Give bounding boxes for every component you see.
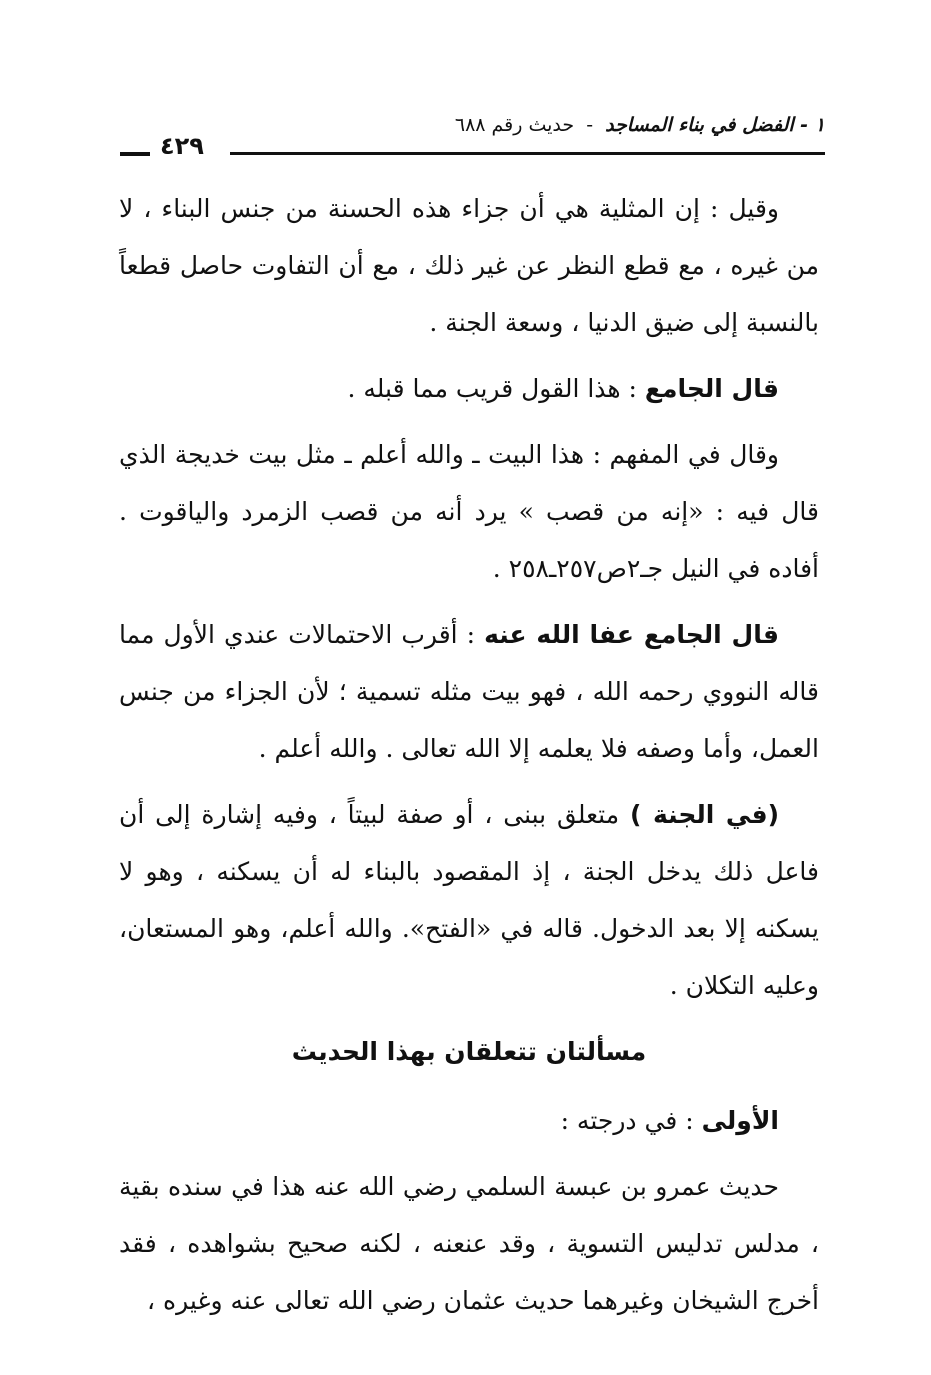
paragraph-lead: قال الجامع عفا الله عنه <box>484 620 780 649</box>
paragraph <box>119 360 819 417</box>
title-separator: - <box>586 114 594 136</box>
paragraph-text: : في درجته : <box>560 1106 702 1135</box>
paragraph <box>119 180 819 351</box>
paragraph-text: متعلق ببنى ، أو صفة لبيتاً ، وفيه إشارة إلى أن فاعل ذلك يدخل الجنة ، إذ المقصود بالبناء له أن يسكنه ، وهو لا يسكنه إلا بعد الدخول. قاله في «الفتح». والله أعلم، وهو المستعان، وعليه التكلان . <box>119 800 819 1000</box>
page-number-dash <box>120 152 150 156</box>
hadith-reference: حديث رقم ٦٨٨ <box>454 114 575 136</box>
header-rule <box>230 152 825 155</box>
paragraph <box>119 1158 819 1329</box>
paragraph <box>119 426 819 597</box>
paragraph-text: وقال في المفهم : هذا البيت ـ والله أعلم ـ مثل بيت خديجة الذي قال فيه : «إنه من قصب » يرد أنه من قصب الزمرد والياقوت . أفاده في النيل جـ٢ص٢٥٧ـ٢٥٨ . <box>119 440 819 583</box>
running-title <box>455 114 825 136</box>
paragraph-text: : أقرب الاحتمالات عندي الأول مما قاله النووي رحمه الله ، فهو بيت مثله تسمية ؛ لأن الجزاء من جنس العمل، وأما وصفه فلا يعلمه إلا الله تعالى . والله أعلم . <box>119 620 819 763</box>
paragraph <box>119 786 819 1014</box>
paragraph <box>119 606 819 777</box>
paragraph <box>119 1092 819 1149</box>
paragraph-text: وقيل : إن المثلية هي أن جزاء هذه الحسنة من جنس البناء ، لا من غيره ، مع قطع النظر عن غير ذلك ، مع أن التفاوت حاصل قطعاً بالنسبة إلى ضيق الدنيا ، وسعة الجنة . <box>119 194 819 337</box>
paragraph-lead: الأولى <box>701 1106 779 1135</box>
paragraph-text: : هذا القول قريب مما قبله . <box>347 374 645 403</box>
paragraph-text: حديث عمرو بن عبسة السلمي رضي الله عنه هذا في سنده بقية ، مدلس تدليس التسوية ، وقد عنعنه ، لكنه صحيح بشواهده ، فقد أخرج الشيخان وغيرهما حديث عثمان رضي الله تعالى عنه وغيره ، <box>119 1172 819 1315</box>
paragraph-lead: (في الجنة ) <box>629 800 780 829</box>
paragraph-lead: قال الجامع <box>644 374 779 403</box>
page-header <box>120 112 825 162</box>
body-text <box>119 180 819 1338</box>
book-title: ١ - الفضل في بناء المساجد <box>605 114 825 136</box>
page-number: ٤٢٩ <box>160 132 204 160</box>
section-title: مسألتان تتعلقان بهذا الحديث <box>291 1037 647 1066</box>
